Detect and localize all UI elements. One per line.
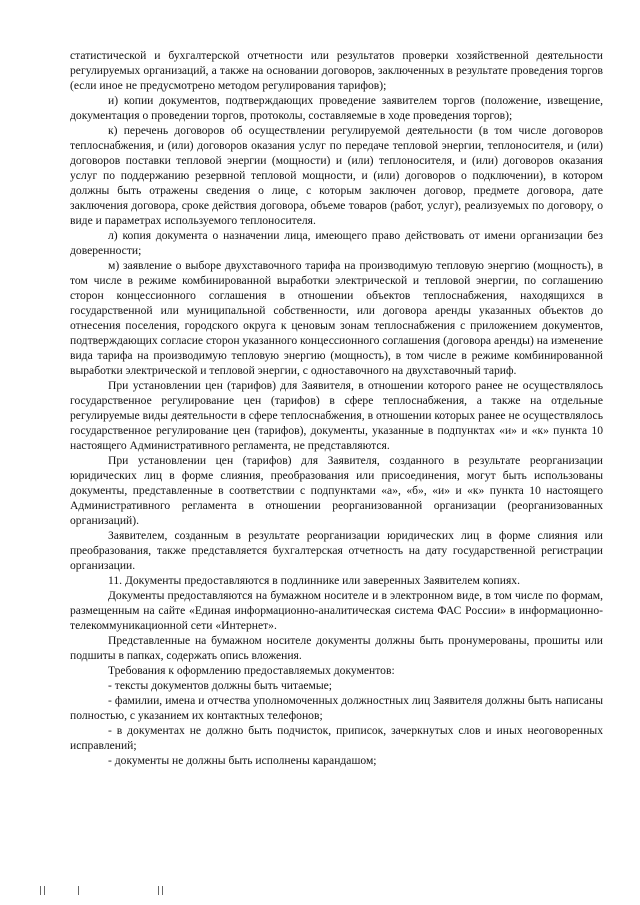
paragraph-p5: м) заявление о выборе двухставочного тарифа на производимую тепловую энергию (мощность), в том числе в режиме комбинированной выработки электрической и тепловой энергии, по соглашению сторон концессионного соглашения в отношении объектов теплоснабжения, находящихся в государственной или муниципальной собственности, или договора аренды указанных объектов до отнесения поселения, городского округа к ценовым зонам теплоснабжения с приложением документов, подтверждающих согласие сторон указанного концессионного соглашения (договора аренды) на изменение вида тарифа на производимую тепловую энергию (мощность), в том числе в режиме комбинированной выработки электрической и тепловой энергии, с одноставочного на двухставочный тариф. bbox=[70, 259, 603, 377]
paragraph-p10: Документы предоставляются на бумажном носителе и в электронном виде, в том числе по формам, размещенным на сайте «Единая информационно-аналитическая система ФАС России» в информационно-телекоммуникационной сети «Интернет». bbox=[70, 589, 603, 632]
scan-marks-graphic bbox=[40, 886, 170, 896]
paragraph-p6: При установлении цен (тарифов) для Заявителя, в отношении которого ранее не осуществлялось государственное регулирование цен (тарифов) в сфере теплоснабжения, а также на отдельные регулируемые виды деятельности в сфере теплоснабжения, в отношении которых ранее не осуществлялось государственное регулирование цен (тарифов), документы, указанные в подпунктах «и» и «к» пункта 10 настоящего Административного регламента, не представляются. bbox=[70, 379, 603, 452]
paragraph-p12: Требования к оформлению предоставляемых документов: bbox=[108, 664, 395, 677]
paragraph-p16: - документы не должны быть исполнены карандашом; bbox=[108, 754, 377, 767]
paragraph-p15: - в документах не должно быть подчисток, приписок, зачеркнутых слов и иных неоговоренных исправлений; bbox=[70, 724, 603, 752]
paragraph-p13: - тексты документов должны быть читаемые; bbox=[108, 679, 332, 692]
paragraph-p3: к) перечень договоров об осуществлении регулируемой деятельности (в том числе договоров теплоснабжения, и (или) договоров оказания услуг по передаче тепловой энергии, теплоносителя, и (или) договоров поставки тепловой энергии (мощности) и (или) теплоносителя, и (или) договоров оказания услуг по поддержанию резервной тепловой мощности, и (или) договоров о подключении), в котором должны быть отражены сведения о лице, с которым заключен договор, предмете договора, дате заключения договора, сроке действия договора, объеме товаров (работ, услуг), реализуемых по договору, о виде и параметрах используемого теплоносителя. bbox=[70, 124, 603, 227]
paragraph-p4: л) копия документа о назначении лица, имеющего право действовать от имени организации без доверенности; bbox=[70, 229, 603, 257]
scan-marks bbox=[40, 886, 170, 899]
paragraph-p2: и) копии документов, подтверждающих проведение заявителем торгов (положение, извещение, документация о проведении торгов, протоколы, составляемые в ходе проведения торгов); bbox=[70, 94, 603, 122]
document-body bbox=[70, 48, 603, 768]
paragraph-p1: статистической и бухгалтерской отчетности или результатов проверки хозяйственной деятельности регулируемых организаций, а также на основании договоров, заключенных в результате проведения торгов (если иное не предусмотрено методом регулирования тарифов); bbox=[70, 49, 603, 92]
paragraph-p14: - фамилии, имена и отчества уполномоченных должностных лиц Заявителя должны быть написаны полностью, с указанием их контактных телефонов; bbox=[70, 694, 603, 722]
paragraph-p7: При установлении цен (тарифов) для Заявителя, созданного в результате реорганизации юридических лиц в форме слияния, преобразования или присоединения, могут быть использованы документы, представленные в соответствии с подпунктами «а», «б», «и» и «к» пункта 10 настоящего Административного регламента в отношении реорганизованной организации (реорганизованных организаций). bbox=[70, 454, 603, 527]
paragraph-p8: Заявителем, созданным в результате реорганизации юридических лиц в форме слияния или преобразования, также представляется бухгалтерская отчетность на дату государственной регистрации организации. bbox=[70, 529, 603, 572]
paragraph-p11: Представленные на бумажном носителе документы должны быть пронумерованы, прошиты или подшиты в папках, содержать опись вложения. bbox=[70, 634, 603, 662]
paragraph-p9: 11. Документы предоставляются в подлиннике или заверенных Заявителем копиях. bbox=[108, 574, 520, 587]
